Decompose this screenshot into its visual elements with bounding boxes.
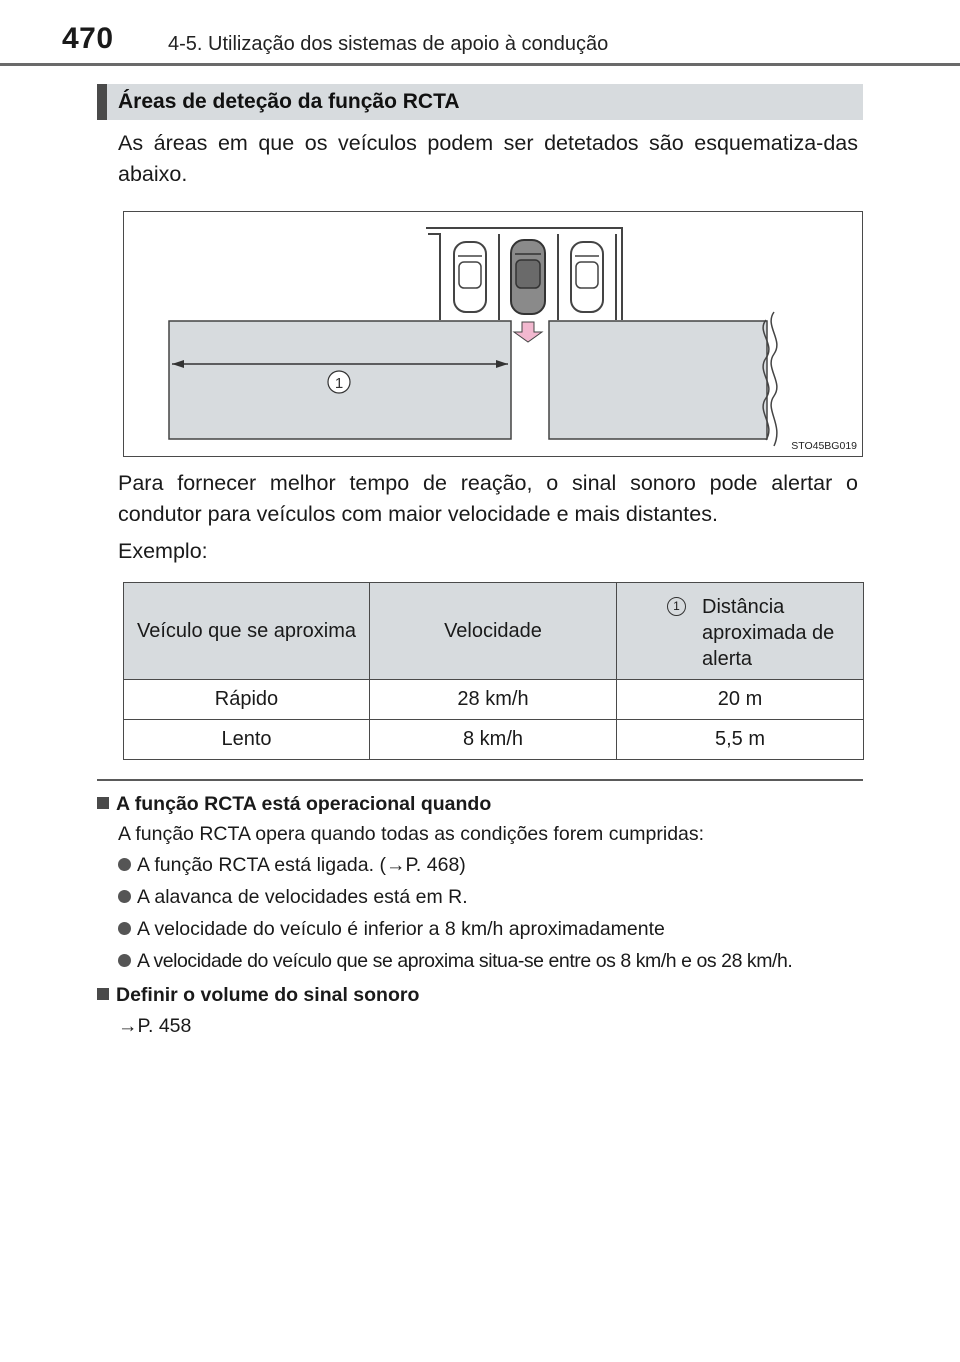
parked-car-right	[571, 242, 603, 312]
section-heading	[97, 84, 863, 120]
round-bullet-icon	[118, 890, 131, 903]
operational-heading: A função RCTA está operacional quando	[97, 793, 491, 816]
table-cell: 5,5 m	[617, 720, 864, 760]
round-bullet-icon	[118, 922, 131, 935]
header-distance	[617, 583, 864, 680]
detection-area-figure	[123, 211, 863, 457]
table-row	[124, 680, 864, 720]
page-number: 470	[62, 22, 114, 55]
table-header-row	[124, 583, 864, 680]
table-cell: 20 m	[617, 680, 864, 720]
list-item: A velocidade do veículo que se aproxima situa-se entre os 8 km/h e os 28 km/h.	[118, 950, 792, 973]
section-divider	[97, 779, 863, 781]
square-bullet-icon	[97, 988, 109, 1000]
distance-marker: 1	[334, 375, 344, 392]
distance-marker-icon: 1	[667, 597, 686, 616]
round-bullet-icon	[118, 858, 131, 871]
operational-intro: A função RCTA opera quando todas as condições forem cumpridas:	[118, 823, 705, 845]
parked-car-left	[454, 242, 486, 312]
header-approaching-vehicle: Veículo que se aproxima	[124, 583, 370, 680]
list-item: A velocidade do veículo é inferior a 8 km/h aproximadamente	[118, 918, 665, 941]
chapter-title: 4-5. Utilização dos sistemas de apoio à condução	[168, 33, 609, 55]
volume-heading: Definir o volume do sinal sonoro	[97, 984, 419, 1007]
square-bullet-icon	[97, 797, 109, 809]
figure-code: STO45BG019	[791, 440, 857, 452]
page-header	[0, 0, 960, 66]
table-cell: Lento	[124, 720, 370, 760]
header-divider	[0, 63, 960, 66]
round-bullet-icon	[118, 954, 131, 967]
list-item: A função RCTA está ligada. (→P. 468)	[118, 854, 466, 877]
detection-area-right	[549, 321, 767, 439]
table-row	[124, 720, 864, 760]
volume-page-reference: →P. 458	[118, 1015, 192, 1037]
reverse-arrow	[514, 322, 542, 342]
table-cell: 28 km/h	[370, 680, 617, 720]
header-distance-label: Distância aproximada de alerta	[702, 596, 835, 670]
table-cell: 8 km/h	[370, 720, 617, 760]
detection-diagram	[124, 212, 864, 458]
example-label: Exemplo:	[118, 539, 208, 563]
example-table	[123, 582, 864, 760]
header-speed: Velocidade	[370, 583, 617, 680]
reaction-paragraph: Para fornecer melhor tempo de reação, o sinal sonoro pode alertar o condutor para veículos com maior velocidade e mais distantes.	[118, 471, 858, 526]
intro-paragraph: As áreas em que os veículos podem ser detetados são esquematiza-das abaixo.	[118, 131, 858, 186]
section-accent	[97, 84, 107, 120]
section-title: Áreas de deteção da função RCTA	[118, 90, 460, 113]
list-item: A alavanca de velocidades está em R.	[118, 886, 468, 909]
table-cell: Rápido	[124, 680, 370, 720]
own-vehicle	[511, 240, 545, 314]
